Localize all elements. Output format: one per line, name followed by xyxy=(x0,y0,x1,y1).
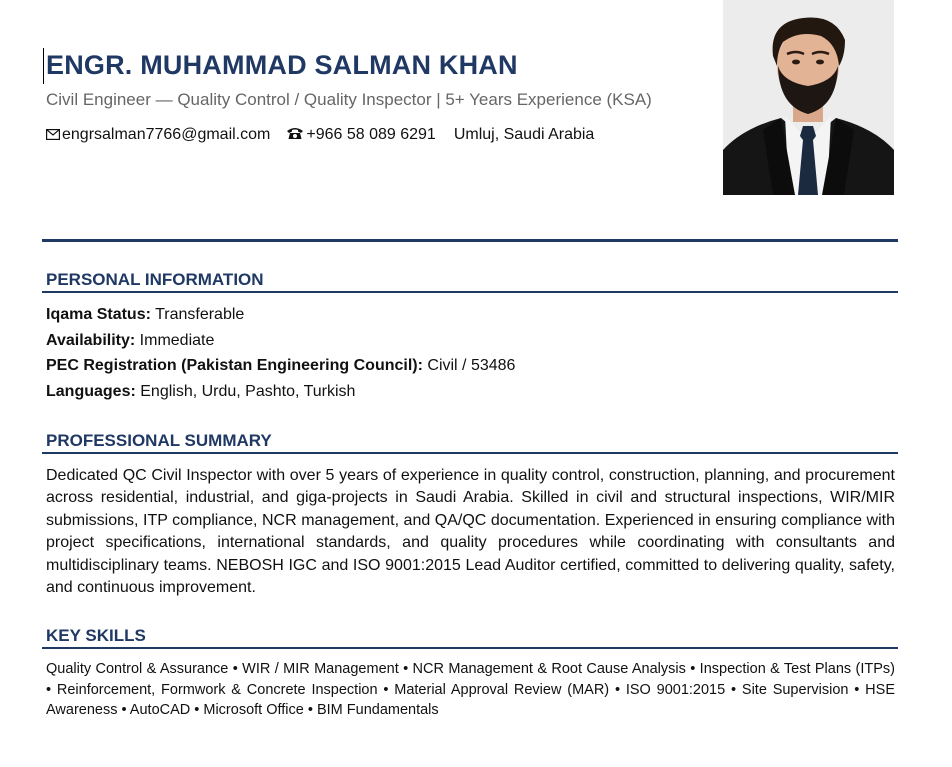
candidate-subtitle: Civil Engineer — Quality Control / Quality Inspector | 5+ Years Experience (KSA) xyxy=(46,90,652,109)
info-label: PEC Registration (Pakistan Engineering Council): xyxy=(46,357,423,374)
summary-text: Dedicated QC Civil Inspector with over 5 years of experience in quality control, construction, planning, and procurement across residential, industrial, and giga-projects in Saudi Arabia. Skilled in civil and structural inspections, WIR/MIR submissions, ITP compliance, NCR management, and QA/QC documentation. Experienced in ensuring compliance with project specifications, international standards, and quality procedures while coordinating with consultants and multidisciplinary teams. NEBOSH IGC and ISO 9001:2015 Lead Auditor certified, committed to delivering quality, safety, and continuous improvement. xyxy=(46,467,895,597)
summary-title: PROFESSIONAL SUMMARY xyxy=(46,431,272,450)
contact-line xyxy=(46,126,594,144)
skills-text: Quality Control & Assurance • WIR / MIR Management • NCR Management & Root Cause Analysis • Inspection & Test Plans (ITPs) • Reinforcement, Formwork & Concrete Inspection • Material Approval Review (MAR) • ISO 9001:2015 • Site Supervision • HSE Awareness • AutoCAD • Microsoft Office • BIM Fundamentals xyxy=(46,661,895,718)
info-availability xyxy=(46,332,214,350)
info-value: Immediate xyxy=(135,332,215,349)
profile-photo xyxy=(723,0,894,195)
summary-divider xyxy=(42,452,898,454)
envelope-icon xyxy=(46,127,60,143)
info-label: Iqama Status: xyxy=(46,306,151,323)
candidate-name: ENGR. MUHAMMAD SALMAN KHAN xyxy=(46,50,518,80)
info-label: Languages: xyxy=(46,383,136,400)
info-label: Availability: xyxy=(46,332,136,349)
header-divider xyxy=(42,239,898,242)
info-pec xyxy=(46,357,515,375)
skills-divider xyxy=(42,647,898,649)
phone-text[interactable]: +966 58 089 6291 xyxy=(306,126,436,143)
personal-info-divider xyxy=(42,291,898,293)
email-text[interactable]: engrsalman7766@gmail.com xyxy=(62,126,271,143)
personal-info-title: PERSONAL INFORMATION xyxy=(46,270,264,289)
info-value: Civil / 53486 xyxy=(422,357,516,374)
info-value: Transferable xyxy=(150,306,245,323)
info-iqama xyxy=(46,306,244,324)
skills-title: KEY SKILLS xyxy=(46,626,146,645)
info-value: English, Urdu, Pashto, Turkish xyxy=(135,383,356,400)
text-cursor xyxy=(43,48,44,84)
info-languages xyxy=(46,383,355,401)
location-text: Umluj, Saudi Arabia xyxy=(453,126,595,143)
telephone-icon xyxy=(286,127,304,143)
